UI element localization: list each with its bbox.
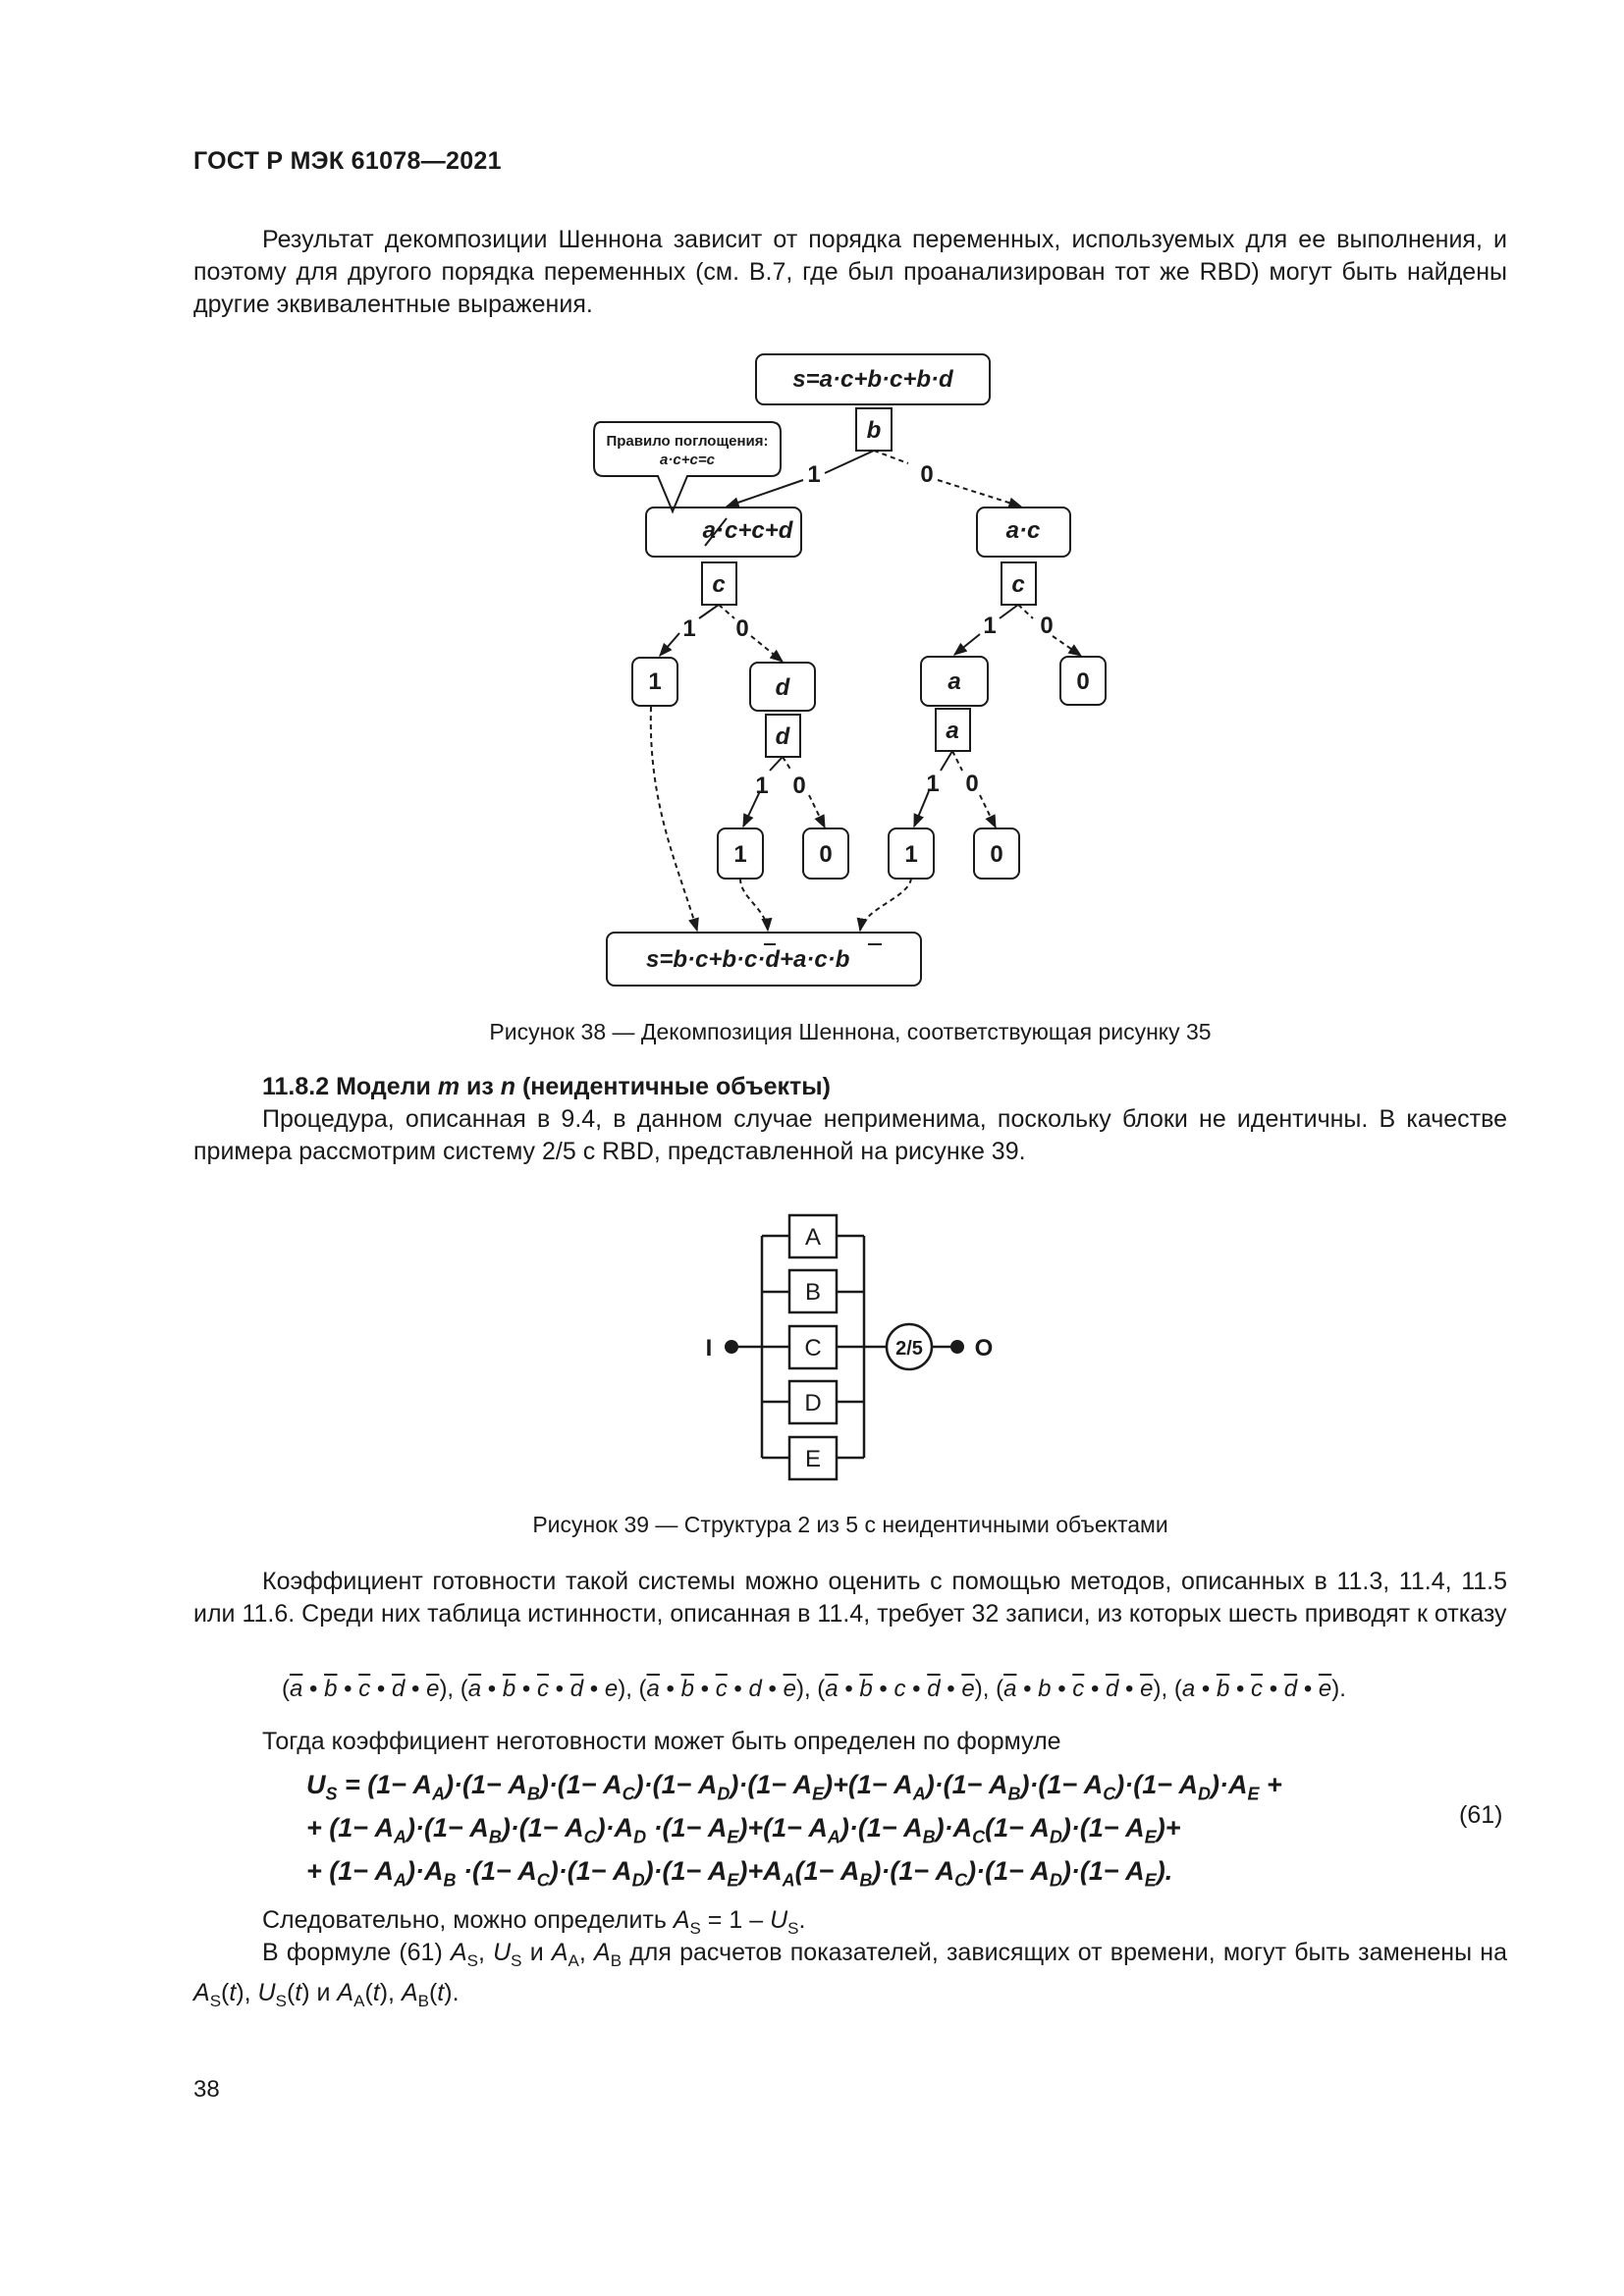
state-variable: $\overline{b}$ <box>680 1676 694 1702</box>
edge-label-0: 0 <box>965 771 979 797</box>
figure-39-caption: Рисунок 39 — Структура 2 из 5 с неидентичными объектами <box>532 1512 1168 1537</box>
failure-states <box>282 1676 1346 1703</box>
section-paragraph: Процедура, описанная в 9.4, в данном случае неприменима, поскольку блоки не идентичны. В качестве примера рассмотрим систему 2/5 с RBD, представленной на рисунке 39. <box>193 1105 1507 1165</box>
node-a-label: a <box>947 668 961 695</box>
leaf-value: 0 <box>1076 668 1090 695</box>
variable-c-left: c <box>712 571 726 598</box>
callout-title: Правило поглощения: <box>606 433 769 450</box>
variable-a: a <box>946 718 959 744</box>
leaf-value: 0 <box>990 841 1003 868</box>
block-a-label: A <box>804 1224 822 1251</box>
voting-label: 2/5 <box>895 1338 923 1360</box>
state-variable: $\overline{c}$ <box>1072 1676 1085 1702</box>
formula-line-1: $U_S = (1- A_A)\cdot(1- A_B)\cdot(1- A_C)\cdot(1- A_D)\cdot(1- A_E)+(1- A_A)\cdot(1- A_B)\cdot(1- A_C)\cdot(1- A_D)\cdot A_E$ + <box>306 1770 1282 1804</box>
equation-number: (61) <box>1459 1801 1503 1829</box>
conclusion-line-1: Следовательно, можно определить $A_S = 1 - U_S$. <box>262 1906 806 1938</box>
node-d-label: d <box>775 674 790 701</box>
state-variable: $\overline{e}$ <box>783 1676 796 1702</box>
state-variable: $\overline{a}$ <box>1003 1676 1017 1702</box>
failure-state: ($\overline{a}$ • $\overline{b}$ • $\overline{c}$ • d • $\overline{e}$), <box>638 1676 818 1702</box>
state-variable: $\overline{b}$ <box>1216 1676 1230 1702</box>
output-label: O <box>974 1335 994 1362</box>
state-variable: c <box>893 1676 906 1702</box>
formula-intro: Тогда коэффициент неготовности может быть определен по формуле <box>262 1728 1061 1755</box>
section-heading: 11.8.2 Модели m из n (неидентичные объекты) <box>262 1073 831 1100</box>
block-c-label: C <box>804 1335 822 1362</box>
output-node <box>950 1340 964 1354</box>
variable-b: b <box>866 417 882 444</box>
block-d-label: D <box>804 1390 822 1416</box>
block-e-label: E <box>804 1446 822 1472</box>
edge-label-0: 0 <box>735 615 749 642</box>
edge-label-0: 0 <box>792 773 806 799</box>
state-variable: $\overline{b}$ <box>859 1676 873 1702</box>
state-variable: $\overline{e}$ <box>1140 1676 1154 1702</box>
state-variable: $\overline{e}$ <box>426 1676 440 1702</box>
edge-label-1: 1 <box>755 773 769 799</box>
state-variable: $\overline{e}$ <box>961 1676 975 1702</box>
document-header: ГОСТ Р МЭК 61078—2021 <box>193 147 502 175</box>
edge-label-0: 0 <box>1040 613 1054 639</box>
state-variable: b <box>1038 1676 1052 1702</box>
edge-label-0: 0 <box>920 461 934 488</box>
state-variable: $\overline{a}$ <box>646 1676 660 1702</box>
variable-d: d <box>775 723 790 750</box>
edge-label-1: 1 <box>682 615 696 642</box>
edge-label-1: 1 <box>807 461 821 488</box>
block-b-label: B <box>804 1279 822 1306</box>
left-expression-struck: a· <box>702 517 724 544</box>
state-variable: a <box>1181 1676 1196 1702</box>
leaf-value: 1 <box>648 668 662 695</box>
input-label: I <box>705 1335 713 1362</box>
intro-paragraph: Результат декомпозиции Шеннона зависит от порядка переменных, используемых для ее выполнения, и поэтому для другого порядка переменных (см. В.7, где был проанализирован тот же RBD) могут быть найдены другие эквивалентные выражения. <box>193 226 1507 318</box>
conclusion-paragraph: В формуле (61) $A_S$, $U_S$ и $A_A$, $A_B$ для расчетов показателей, зависящих от времени, могут быть заменены на $A_S(t)$, $U_S(t)$ и $A_A(t)$, $A_B(t)$. <box>193 1939 1507 2010</box>
formula-line-2: + $(1- A_A)\cdot(1- A_B)\cdot(1- A_C)\cdot A_D \cdot(1- A_E)+(1- A_A)\cdot(1- A_B)\cdot A_C(1- A_D)\cdot(1- A_E)+$ <box>306 1813 1181 1847</box>
leaf-value: 1 <box>904 841 918 868</box>
formula-line-3: + $(1- A_A)\cdot A_B \cdot(1- A_C)\cdot(1- A_D)\cdot(1- A_E)+A_A(1- A_B)\cdot(1- A_C)\cdot(1- A_D)\cdot(1- A_E)$. <box>306 1856 1173 1891</box>
state-variable: $\overline{c}$ <box>536 1676 549 1702</box>
variable-c-right: c <box>1011 571 1025 598</box>
state-variable: $\overline{d}$ <box>569 1676 584 1702</box>
state-variable: $\overline{b}$ <box>324 1676 338 1702</box>
figure-39-diagram <box>692 1207 1006 1492</box>
state-variable: e <box>604 1676 619 1702</box>
root-expression: s=a·c+b·c+b·d <box>792 366 953 393</box>
state-variable: $\overline{d}$ <box>391 1676 406 1702</box>
failure-state: ($\overline{a}$ • $\overline{b}$ • $\overline{c}$ • $\overline{d}$ • $\overline{e}$), <box>282 1676 460 1702</box>
callout-rule: a·c+c=c <box>660 452 715 468</box>
state-variable: $\overline{c}$ <box>1251 1676 1264 1702</box>
failure-state: ($\overline{a}$ • $\overline{b}$ • c • $\overline{d}$ • $\overline{e}$), <box>817 1676 997 1702</box>
edge-label-1: 1 <box>926 771 940 797</box>
figure-38-diagram <box>579 348 1090 996</box>
state-variable: $\overline{c}$ <box>715 1676 728 1702</box>
availability-paragraph: Коэффициент готовности такой системы можно оценить с помощью методов, описанных в 11.3, 11.4, 11.5 или 11.6. Среди них таблица истинности, описанная в 11.4, требует 32 записи, из которых шесть приводят к отказу <box>193 1568 1507 1628</box>
state-variable: $\overline{a}$ <box>467 1676 482 1702</box>
state-variable: $\overline{b}$ <box>502 1676 516 1702</box>
input-node <box>725 1340 738 1354</box>
failure-state: ($\overline{a}$ • b • $\overline{c}$ • $\overline{d}$ • $\overline{e}$), <box>996 1676 1174 1702</box>
state-variable: $\overline{d}$ <box>927 1676 941 1702</box>
state-variable: d <box>748 1676 762 1702</box>
page-number: 38 <box>193 2076 220 2103</box>
edge-label-1: 1 <box>983 613 997 639</box>
state-variable: $\overline{a}$ <box>290 1676 303 1702</box>
figure-38-caption: Рисунок 38 — Декомпозиция Шеннона, соответствующая рисунку 35 <box>489 1019 1212 1044</box>
leaf-value: 1 <box>733 841 747 868</box>
failure-state: ($\overline{a}$ • $\overline{b}$ • $\overline{c}$ • $\overline{d}$ • e), <box>460 1676 639 1702</box>
state-variable: $\overline{d}$ <box>1106 1676 1119 1702</box>
state-variable: $\overline{e}$ <box>1318 1676 1332 1702</box>
state-variable: $\overline{d}$ <box>1283 1676 1298 1702</box>
left-expression-rest: c+c+d <box>725 517 793 544</box>
leaf-value: 0 <box>819 841 833 868</box>
right-expression: a·c <box>1005 517 1041 544</box>
failure-state: (a • $\overline{b}$ • $\overline{c}$ • $\overline{d}$ • $\overline{e}$). <box>1173 1676 1346 1702</box>
result-expression: s=b·c+b·c·d+a·c·b <box>646 946 850 973</box>
state-variable: $\overline{c}$ <box>358 1676 371 1702</box>
state-variable: $\overline{a}$ <box>825 1676 839 1702</box>
